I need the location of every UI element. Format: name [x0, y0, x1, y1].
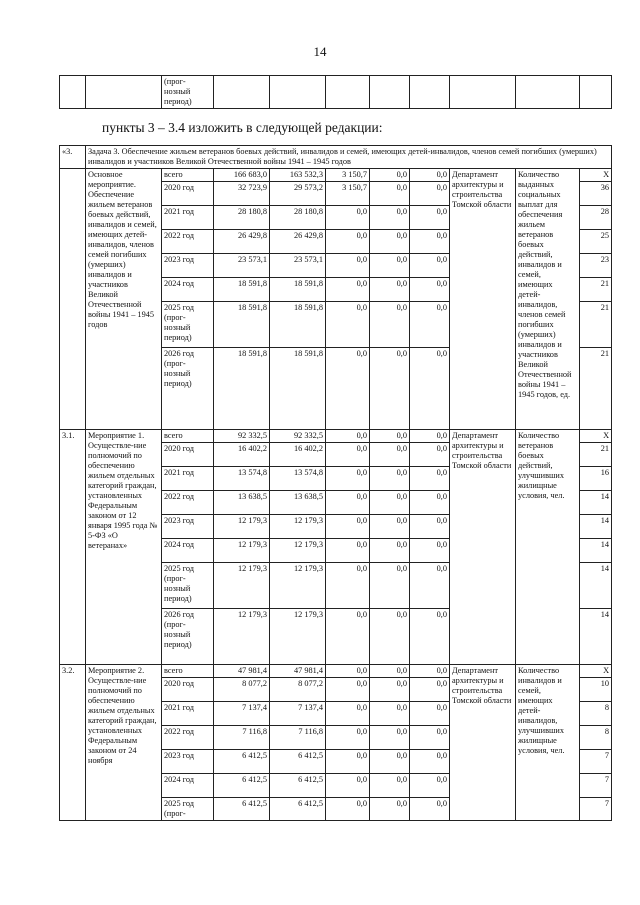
total-cell: 166 683,0	[214, 169, 270, 182]
indicator-value-cell: Х	[580, 430, 612, 443]
federal-cell: 7 137,4	[270, 702, 326, 726]
regional-cell: 0,0	[326, 563, 370, 609]
federal-cell: 18 591,8	[270, 348, 326, 430]
year-cell: 2026 год (прог-нозный период)	[162, 348, 214, 430]
extra-cell: 0,0	[410, 254, 450, 278]
year-cell: 2025 год (прог-нозный период)	[162, 302, 214, 348]
extra-cell: 0,0	[410, 430, 450, 443]
year-cell: 2020 год	[162, 678, 214, 702]
regional-cell: 0,0	[326, 702, 370, 726]
year-cell: 2021 год	[162, 467, 214, 491]
indicator-value-cell: 23	[580, 254, 612, 278]
extra-cell: 0,0	[410, 702, 450, 726]
federal-cell: 12 179,3	[270, 609, 326, 665]
measure-number: 3.2.	[60, 665, 86, 821]
local-cell: 0,0	[370, 609, 410, 665]
extra-cell: 0,0	[410, 278, 450, 302]
federal-cell: 26 429,8	[270, 230, 326, 254]
year-cell: 2022 год	[162, 230, 214, 254]
federal-cell: 8 077,2	[270, 678, 326, 702]
local-cell: 0,0	[370, 182, 410, 206]
local-cell: 0,0	[370, 563, 410, 609]
regional-cell: 0,0	[326, 750, 370, 774]
total-cell: 23 573,1	[214, 254, 270, 278]
total-cell: 18 591,8	[214, 278, 270, 302]
extra-cell: 0,0	[410, 726, 450, 750]
federal-cell: 29 573,2	[270, 182, 326, 206]
intro-text: пункты 3 – 3.4 изложить в следующей редакции:	[102, 120, 383, 135]
task-number: «3.	[60, 146, 86, 169]
local-cell: 0,0	[370, 302, 410, 348]
extra-cell: 0,0	[410, 491, 450, 515]
total-cell: 18 591,8	[214, 348, 270, 430]
period-cell: (прог- нозный период)	[162, 76, 214, 109]
year-cell: 2021 год	[162, 702, 214, 726]
total-cell: 18 591,8	[214, 302, 270, 348]
extra-cell: 0,0	[410, 467, 450, 491]
regional-cell: 3 150,7	[326, 169, 370, 182]
federal-cell: 6 412,5	[270, 750, 326, 774]
year-cell: 2026 год (прог-нозный период)	[162, 609, 214, 665]
total-cell: 26 429,8	[214, 230, 270, 254]
year-cell: 2025 год (прог-нозный период)	[162, 563, 214, 609]
federal-cell: 16 402,2	[270, 443, 326, 467]
indicator-value-cell: Х	[580, 665, 612, 678]
federal-cell: 92 332,5	[270, 430, 326, 443]
indicator-value-cell: 7	[580, 798, 612, 821]
indicator-value-cell: 10	[580, 678, 612, 702]
indicator-value-cell: 14	[580, 491, 612, 515]
regional-cell: 0,0	[326, 609, 370, 665]
indicator-value-cell: 36	[580, 182, 612, 206]
extra-cell: 0,0	[410, 230, 450, 254]
local-cell: 0,0	[370, 750, 410, 774]
year-cell: 2024 год	[162, 278, 214, 302]
local-cell: 0,0	[370, 348, 410, 430]
total-cell: 32 723,9	[214, 182, 270, 206]
regional-cell: 0,0	[326, 515, 370, 539]
local-cell: 0,0	[370, 254, 410, 278]
program-table	[59, 145, 612, 821]
year-cell: всего	[162, 430, 214, 443]
local-cell: 0,0	[370, 665, 410, 678]
regional-cell: 0,0	[326, 302, 370, 348]
total-cell: 12 179,3	[214, 563, 270, 609]
task-text: Задача 3. Обеспечение жильем ветеранов боевых действий, инвалидов и семей, имеющих детей-инвалидов, членов семей погибших (умерших) инвалидов и участников Великой Отечественной войны 1941 – 1945 годов	[86, 146, 612, 169]
extra-cell: 0,0	[410, 609, 450, 665]
extra-cell: 0,0	[410, 539, 450, 563]
regional-cell: 0,0	[326, 726, 370, 750]
total-cell: 6 412,5	[214, 774, 270, 798]
indicator-value-cell: 8	[580, 702, 612, 726]
indicator-value-cell: 7	[580, 774, 612, 798]
regional-cell: 0,0	[326, 665, 370, 678]
extra-cell: 0,0	[410, 302, 450, 348]
executor-cell: Департамент архитектуры и строительства Томской области	[450, 665, 516, 821]
regional-cell: 0,0	[326, 348, 370, 430]
year-cell: 2023 год	[162, 515, 214, 539]
indicator-value-cell: 7	[580, 750, 612, 774]
federal-cell: 47 981,4	[270, 665, 326, 678]
extra-cell: 0,0	[410, 750, 450, 774]
extra-cell: 0,0	[410, 515, 450, 539]
total-cell: 12 179,3	[214, 609, 270, 665]
year-cell: 2024 год	[162, 539, 214, 563]
total-cell: 8 077,2	[214, 678, 270, 702]
regional-cell: 0,0	[326, 678, 370, 702]
total-cell: 12 179,3	[214, 515, 270, 539]
indicator-cell: Количество инвалидов и семей, имеющих детей-инвалидов, улучшивших жилищные условия, чел.	[516, 665, 580, 821]
extra-cell: 0,0	[410, 798, 450, 821]
federal-cell: 12 179,3	[270, 563, 326, 609]
indicator-value-cell: 21	[580, 443, 612, 467]
executor-cell: Департамент архитектуры и строительства Томской области	[450, 430, 516, 665]
executor-cell: Департамент архитектуры и строительства Томской области	[450, 169, 516, 430]
local-cell: 0,0	[370, 278, 410, 302]
year-cell: 2020 год	[162, 443, 214, 467]
year-cell: 2021 год	[162, 206, 214, 230]
indicator-value-cell: 8	[580, 726, 612, 750]
year-cell: 2020 год	[162, 182, 214, 206]
federal-cell: 12 179,3	[270, 539, 326, 563]
local-cell: 0,0	[370, 726, 410, 750]
federal-cell: 163 532,3	[270, 169, 326, 182]
regional-cell: 0,0	[326, 539, 370, 563]
regional-cell: 3 150,7	[326, 182, 370, 206]
year-cell: 2023 год	[162, 254, 214, 278]
indicator-cell: Количество выданных социальных выплат для обеспечения жильем ветеранов боевых действий, инвалидов и семей, имеющих детей-инвалидов, членов семей погибших (умерших) инвалидов и участников Великой Отечественной войны 1941 – 1945 годов, ед.	[516, 169, 580, 430]
extra-cell: 0,0	[410, 665, 450, 678]
extra-cell: 0,0	[410, 348, 450, 430]
regional-cell: 0,0	[326, 798, 370, 821]
total-cell: 7 116,8	[214, 726, 270, 750]
extra-cell: 0,0	[410, 169, 450, 182]
local-cell: 0,0	[370, 169, 410, 182]
indicator-value-cell: 28	[580, 206, 612, 230]
extra-cell: 0,0	[410, 774, 450, 798]
year-cell: 2022 год	[162, 491, 214, 515]
measure-name: Мероприятие 1. Осуществле-ние полномочий по обеспечению жильем отдельных категорий граждан, установленных Федеральным законом от 12 января 1995 года № 5-ФЗ «О ветеранах»	[86, 430, 162, 665]
indicator-value-cell: 14	[580, 539, 612, 563]
page-number: 14	[313, 44, 327, 59]
extra-cell: 0,0	[410, 182, 450, 206]
top-fragment-table	[59, 75, 612, 109]
total-cell: 92 332,5	[214, 430, 270, 443]
indicator-value-cell: 25	[580, 230, 612, 254]
total-cell: 13 574,8	[214, 467, 270, 491]
year-cell: 2023 год	[162, 750, 214, 774]
indicator-value-cell: 14	[580, 515, 612, 539]
local-cell: 0,0	[370, 467, 410, 491]
table-row	[60, 665, 612, 678]
measure-number	[60, 169, 86, 430]
total-cell: 47 981,4	[214, 665, 270, 678]
regional-cell: 0,0	[326, 491, 370, 515]
measure-number: 3.1.	[60, 430, 86, 665]
federal-cell: 13 574,8	[270, 467, 326, 491]
indicator-value-cell: 21	[580, 302, 612, 348]
local-cell: 0,0	[370, 798, 410, 821]
indicator-value-cell: 21	[580, 348, 612, 430]
year-cell: всего	[162, 169, 214, 182]
local-cell: 0,0	[370, 206, 410, 230]
year-cell: 2025 год (прог-	[162, 798, 214, 821]
task-row	[60, 146, 612, 169]
federal-cell: 7 116,8	[270, 726, 326, 750]
total-cell: 16 402,2	[214, 443, 270, 467]
regional-cell: 0,0	[326, 278, 370, 302]
indicator-value-cell: 16	[580, 467, 612, 491]
year-cell: 2024 год	[162, 774, 214, 798]
local-cell: 0,0	[370, 430, 410, 443]
local-cell: 0,0	[370, 774, 410, 798]
year-cell: 2022 год	[162, 726, 214, 750]
local-cell: 0,0	[370, 443, 410, 467]
local-cell: 0,0	[370, 702, 410, 726]
table-row	[60, 430, 612, 443]
federal-cell: 13 638,5	[270, 491, 326, 515]
indicator-cell: Количество ветеранов боевых действий, улучшивших жилищные условия, чел.	[516, 430, 580, 665]
measure-name: Мероприятие 2. Осуществле-ние полномочий по обеспечению жильем отдельных категорий граждан, установленных Федеральным законом от 24 ноября	[86, 665, 162, 821]
extra-cell: 0,0	[410, 443, 450, 467]
local-cell: 0,0	[370, 678, 410, 702]
indicator-value-cell: Х	[580, 169, 612, 182]
indicator-value-cell: 14	[580, 609, 612, 665]
regional-cell: 0,0	[326, 774, 370, 798]
local-cell: 0,0	[370, 515, 410, 539]
local-cell: 0,0	[370, 230, 410, 254]
measure-name: Основное мероприятие. Обеспечение жильем ветеранов боевых действий, инвалидов и семей, имеющих детей-инвалидов, членов семей погибших (умерших) инвалидов и участников Великой Отечественной войны 1941 – 1945 годов	[86, 169, 162, 430]
federal-cell: 6 412,5	[270, 798, 326, 821]
indicator-value-cell: 21	[580, 278, 612, 302]
regional-cell: 0,0	[326, 230, 370, 254]
total-cell: 12 179,3	[214, 539, 270, 563]
federal-cell: 18 591,8	[270, 278, 326, 302]
extra-cell: 0,0	[410, 563, 450, 609]
federal-cell: 18 591,8	[270, 302, 326, 348]
table-row	[60, 169, 612, 182]
total-cell: 28 180,8	[214, 206, 270, 230]
total-cell: 6 412,5	[214, 798, 270, 821]
local-cell: 0,0	[370, 491, 410, 515]
year-cell: всего	[162, 665, 214, 678]
regional-cell: 0,0	[326, 430, 370, 443]
regional-cell: 0,0	[326, 254, 370, 278]
total-cell: 6 412,5	[214, 750, 270, 774]
extra-cell: 0,0	[410, 678, 450, 702]
regional-cell: 0,0	[326, 467, 370, 491]
extra-cell: 0,0	[410, 206, 450, 230]
local-cell: 0,0	[370, 539, 410, 563]
total-cell: 13 638,5	[214, 491, 270, 515]
regional-cell: 0,0	[326, 443, 370, 467]
regional-cell: 0,0	[326, 206, 370, 230]
federal-cell: 28 180,8	[270, 206, 326, 230]
federal-cell: 23 573,1	[270, 254, 326, 278]
federal-cell: 12 179,3	[270, 515, 326, 539]
federal-cell: 6 412,5	[270, 774, 326, 798]
indicator-value-cell: 14	[580, 563, 612, 609]
total-cell: 7 137,4	[214, 702, 270, 726]
